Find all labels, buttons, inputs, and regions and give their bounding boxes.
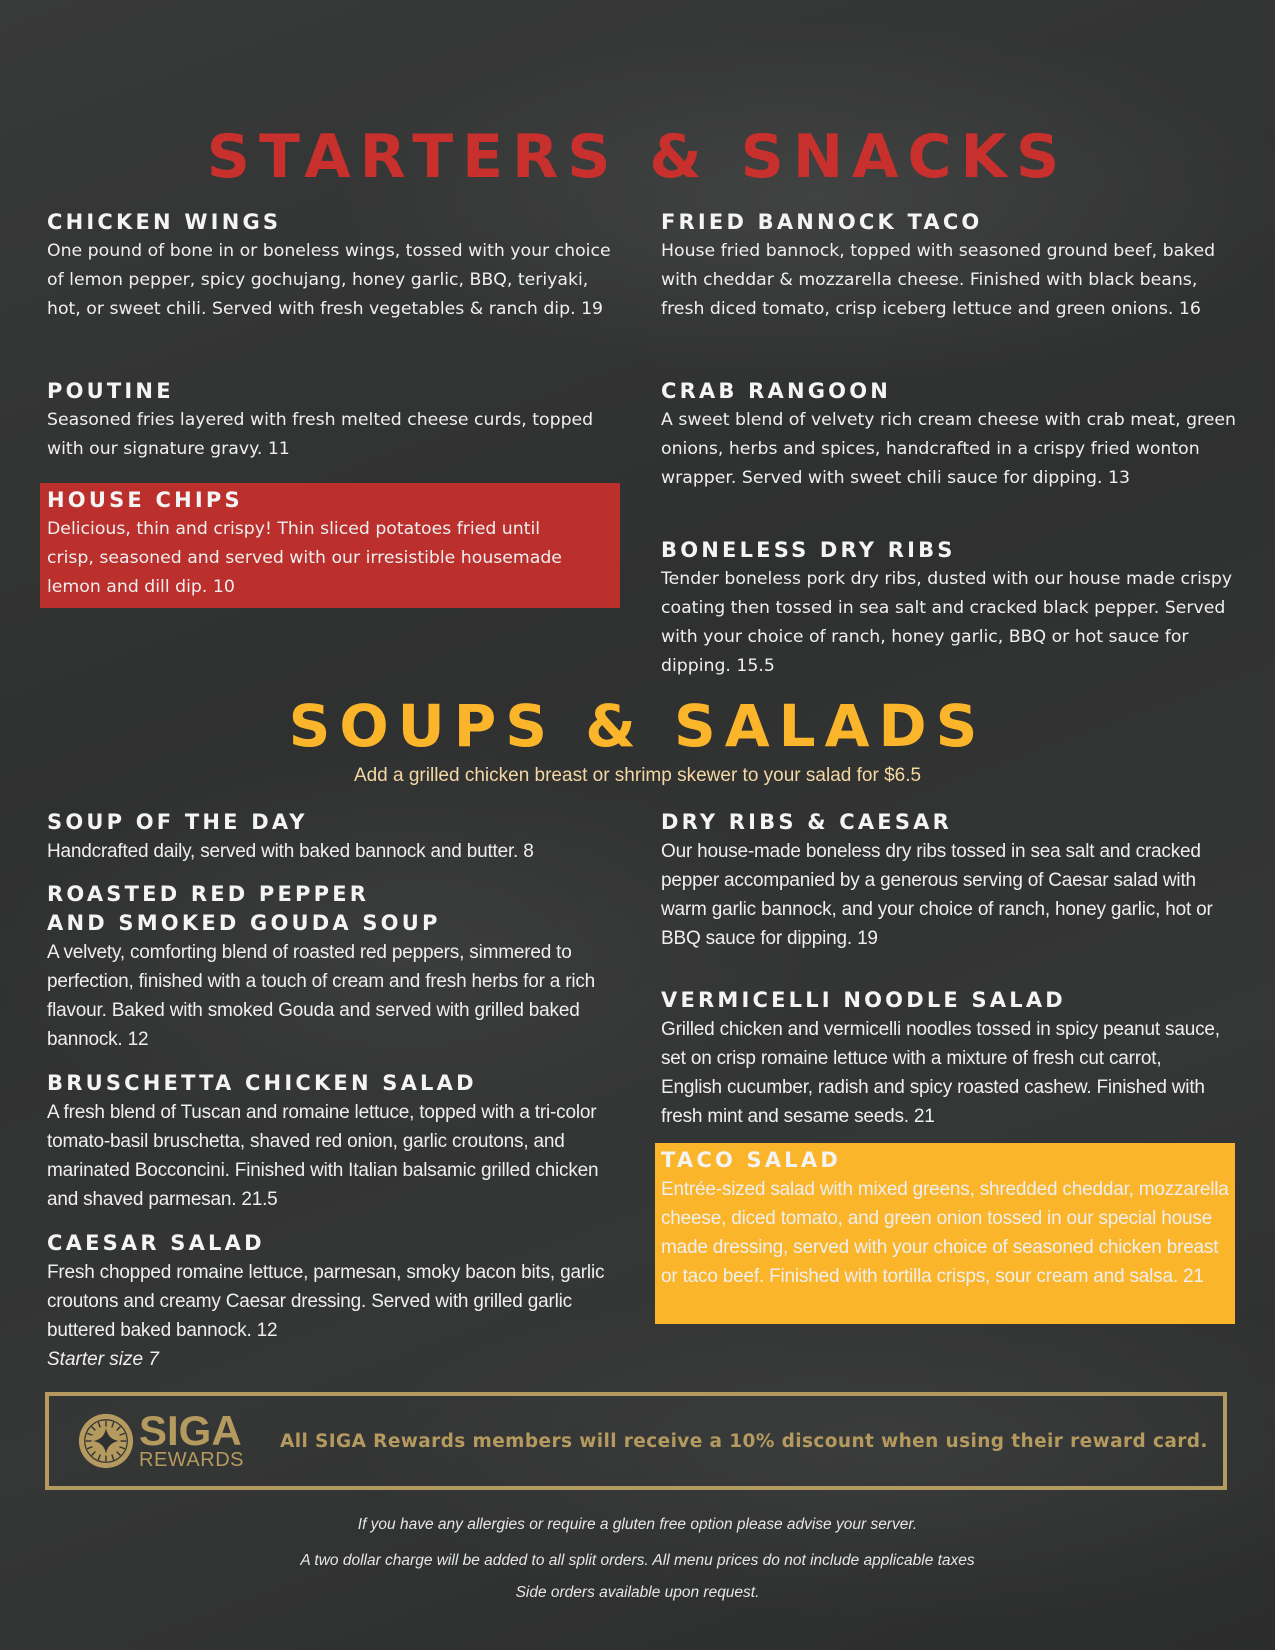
item-description: Entrée-sized salad with mixed greens, shredded cheddar, mozzarella cheese, diced tomato, and green onion tossed in our special house made dressing, served with your choice of seasoned chicken breast or taco beef. Finished with tortilla crisps, sour cream and salsa. 21 bbox=[661, 1179, 1229, 1287]
logo-subtitle: REWARDS bbox=[139, 1449, 244, 1471]
menu-item-soup-of-the-day bbox=[47, 808, 637, 866]
item-name: BRUSCHETTA CHICKEN SALAD bbox=[47, 1071, 477, 1095]
item-name-line1: ROASTED RED PEPPER bbox=[47, 882, 370, 906]
item-description: A sweet blend of velvety rich cream cheese with crab meat, green onions, herbs and spices, handcrafted in a crispy fried wonton wrapper. Served with sweet chili sauce for dipping. 13 bbox=[661, 410, 1236, 488]
menu-item-caesar-salad bbox=[47, 1229, 637, 1374]
item-description: Tender boneless pork dry ribs, dusted with our house made crispy coating then tossed in sea salt and cracked black pepper. Served with your choice of ranch, honey garlic, BBQ or hot sauce for dipping. 15.5 bbox=[661, 569, 1233, 676]
menu-item-roasted-red-pepper-soup bbox=[47, 880, 637, 1054]
item-description: A velvety, comforting blend of roasted red peppers, simmered to perfection, finished with a touch of cream and fresh herbs for a rich flavour. Baked with smoked Gouda and served with grilled baked bannock. 12 bbox=[47, 942, 596, 1050]
item-description: Seasoned fries layered with fresh melted cheese curds, topped with our signature gravy. 11 bbox=[47, 410, 594, 459]
item-description: Handcrafted daily, served with baked bannock and butter. 8 bbox=[47, 841, 534, 862]
menu-item-taco-salad bbox=[661, 1146, 1251, 1291]
item-description: Our house-made boneless dry ribs tossed in sea salt and cracked pepper accompanied by a generous serving of Caesar salad with warm garlic bannock, and your choice of ranch, honey garlic, hot or BBQ sauce for dipping. 19 bbox=[661, 841, 1213, 949]
menu-item-dry-ribs-caesar bbox=[661, 808, 1251, 953]
item-description: House fried bannock, topped with seasoned ground beef, baked with cheddar & mozzarella cheese. Finished with black beans, fresh diced tomato, crisp iceberg lettuce and green onions. 16 bbox=[661, 241, 1216, 319]
item-name: CAESAR SALAD bbox=[47, 1231, 265, 1255]
menu-item-vermicelli-noodle-salad bbox=[661, 986, 1251, 1131]
menu-item-boneless-dry-ribs bbox=[661, 536, 1251, 681]
item-note: Starter size 7 bbox=[47, 1349, 159, 1370]
item-description: One pound of bone in or boneless wings, tossed with your choice of lemon pepper, spicy gochujang, honey garlic, BBQ, teriyaki, hot, or sweet chili. Served with fresh vegetables & ranch dip. 19 bbox=[47, 241, 611, 319]
menu-item-chicken-wings bbox=[47, 208, 637, 324]
menu-item-bruschetta-chicken-salad bbox=[47, 1069, 637, 1214]
item-description: Delicious, thin and crispy! Thin sliced potatoes fried until crisp, seasoned and served with our irresistible housemade lemon and dill dip. 10 bbox=[47, 519, 562, 597]
logo-title: SIGA bbox=[139, 1407, 242, 1454]
item-description: Grilled chicken and vermicelli noodles tossed in spicy peanut sauce, set on crisp romaine lettuce with a mixture of fresh cut carrot, English cucumber, radish and spicy roasted cashew. Finished with fresh mint and sesame seeds. 21 bbox=[661, 1019, 1220, 1127]
item-name: BONELESS DRY RIBS bbox=[661, 538, 956, 562]
starters-title: STARTERS & SNACKS bbox=[206, 122, 1069, 192]
menu-item-crab-rangoon bbox=[661, 377, 1251, 493]
item-name: SOUP OF THE DAY bbox=[47, 810, 308, 834]
item-name: TACO SALAD bbox=[661, 1148, 841, 1172]
rewards-message: All SIGA Rewards members will receive a 10% discount when using their reward card. bbox=[279, 1430, 1208, 1452]
item-name: DRY RIBS & CAESAR bbox=[661, 810, 952, 834]
item-name: CHICKEN WINGS bbox=[47, 210, 282, 234]
siga-star-medallion-icon bbox=[77, 1412, 135, 1470]
menu-item-fried-bannock-taco bbox=[661, 208, 1251, 324]
soups-salads-subtitle: Add a grilled chicken breast or shrimp skewer to your salad for $6.5 bbox=[353, 765, 922, 786]
soups-salads-title: SOUPS & SALADS bbox=[288, 692, 987, 760]
item-name: FRIED BANNOCK TACO bbox=[661, 210, 983, 234]
side-orders-note: Side orders available upon request. bbox=[515, 1584, 760, 1601]
split-order-note: A two dollar charge will be added to all split orders. All menu prices do not include applicable taxes bbox=[300, 1552, 975, 1569]
siga-rewards-banner bbox=[45, 1392, 1227, 1490]
item-name-line2: AND SMOKED GOUDA SOUP bbox=[47, 911, 441, 935]
siga-rewards-logo bbox=[77, 1407, 244, 1471]
menu-item-poutine bbox=[47, 377, 637, 464]
item-description: A fresh blend of Tuscan and romaine lettuce, topped with a tri-color tomato-basil bruschetta, shaved red onion, garlic croutons, and marinated Bocconcini. Finished with Italian balsamic grilled chicken and shaved parmesan. 21.5 bbox=[47, 1102, 599, 1210]
menu-item-house-chips bbox=[47, 486, 637, 602]
item-name: HOUSE CHIPS bbox=[47, 488, 243, 512]
allergy-note: If you have any allergies or require a gluten free option please advise your server. bbox=[357, 1516, 918, 1533]
item-name: VERMICELLI NOODLE SALAD bbox=[661, 988, 1066, 1012]
item-description: Fresh chopped romaine lettuce, parmesan, smoky bacon bits, garlic croutons and creamy Caesar dressing. Served with grilled garlic buttered baked bannock. 12 bbox=[47, 1262, 605, 1341]
item-name: POUTINE bbox=[47, 379, 174, 403]
item-name: CRAB RANGOON bbox=[661, 379, 892, 403]
